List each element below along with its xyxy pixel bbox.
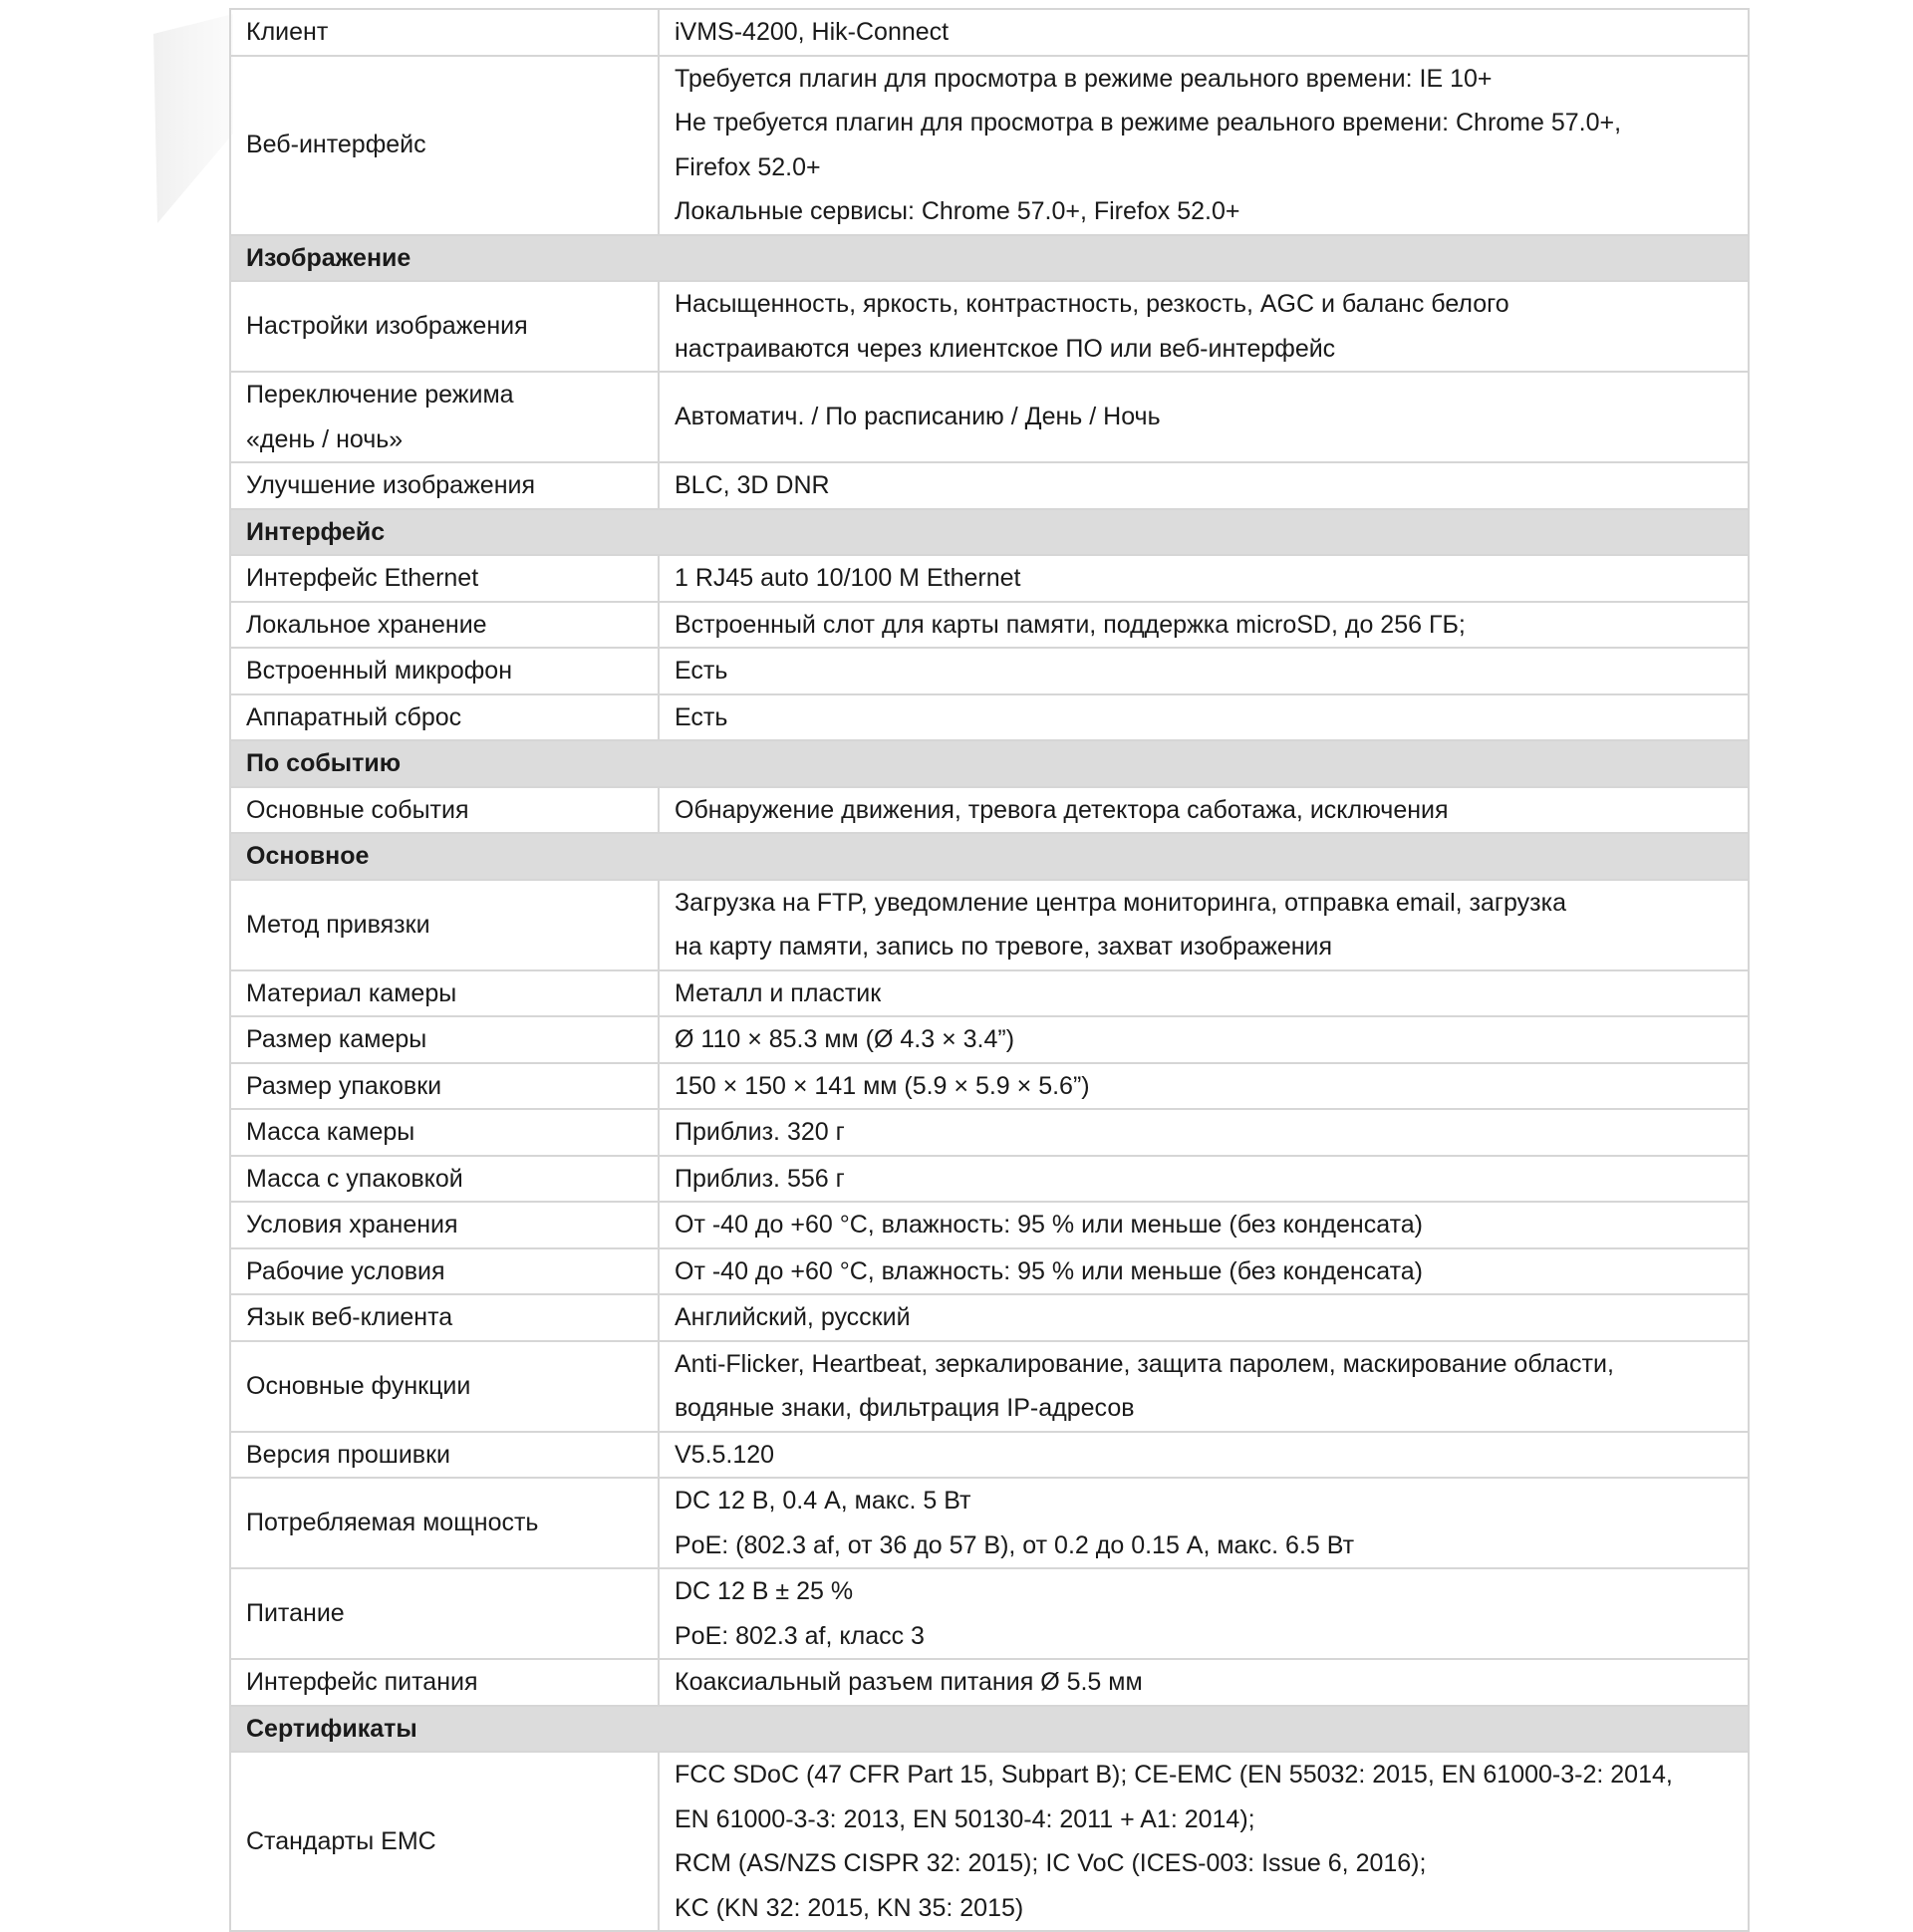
watermark-shape bbox=[149, 14, 239, 243]
param-cell bbox=[230, 1432, 659, 1479]
value-text: Есть bbox=[675, 702, 728, 731]
section-title: По событию bbox=[230, 740, 1749, 787]
spec-row bbox=[230, 970, 1749, 1017]
section-title: Сертификаты bbox=[230, 1706, 1749, 1753]
value-text: Английский, русский bbox=[675, 1303, 911, 1331]
param-cell bbox=[230, 372, 659, 462]
spec-row bbox=[230, 1432, 1749, 1479]
spec-row bbox=[230, 555, 1749, 602]
section-header-row bbox=[230, 833, 1749, 880]
value-text: Загрузка на FTP, уведомление центра мониторинга, отправка email, загрузка bbox=[675, 888, 1567, 917]
value-cell bbox=[659, 1156, 1749, 1203]
param-name: Настройки изображения bbox=[246, 312, 528, 341]
spec-row bbox=[230, 372, 1749, 462]
value-cell bbox=[659, 555, 1749, 602]
spec-row bbox=[230, 1248, 1749, 1295]
value-cell bbox=[659, 1752, 1749, 1931]
value-text: Насыщенность, яркость, контрастность, резкость, AGC и баланс белого bbox=[675, 290, 1509, 318]
section-title: Интерфейс bbox=[230, 509, 1749, 556]
spec-row bbox=[230, 56, 1749, 235]
param-name: Язык веб-клиента bbox=[246, 1303, 453, 1331]
param-name: Интерфейс Ethernet bbox=[246, 564, 479, 592]
param-cell bbox=[230, 281, 659, 372]
specification-table bbox=[229, 8, 1750, 1932]
spec-row bbox=[230, 1202, 1749, 1248]
section-header-row bbox=[230, 1706, 1749, 1753]
section-header-row bbox=[230, 740, 1749, 787]
value-text: FCC SDoC (47 CFR Part 15, Subpart B); CE-EMC (EN 55032: 2015, EN 61000-3-2: 2014, bbox=[675, 1761, 1673, 1789]
value-cell bbox=[659, 694, 1749, 741]
value-cell bbox=[659, 1202, 1749, 1248]
param-name: «день / ночь» bbox=[246, 424, 404, 453]
value-text: Автоматич. / По расписанию / День / Ночь bbox=[675, 403, 1161, 431]
value-cell bbox=[659, 1432, 1749, 1479]
spec-row bbox=[230, 281, 1749, 372]
spec-row bbox=[230, 1752, 1749, 1931]
value-cell bbox=[659, 462, 1749, 509]
value-cell bbox=[659, 1478, 1749, 1568]
value-cell bbox=[659, 281, 1749, 372]
param-cell bbox=[230, 56, 659, 235]
value-cell bbox=[659, 1063, 1749, 1110]
param-cell bbox=[230, 9, 659, 56]
value-cell bbox=[659, 602, 1749, 649]
value-text: Firefox 52.0+ bbox=[675, 152, 821, 181]
spec-row bbox=[230, 1156, 1749, 1203]
param-cell bbox=[230, 1156, 659, 1203]
param-cell bbox=[230, 555, 659, 602]
param-name: Встроенный микрофон bbox=[246, 657, 513, 685]
value-text: Приблиз. 320 г bbox=[675, 1118, 845, 1146]
value-text: Коаксиальный разъем питания Ø 5.5 мм bbox=[675, 1668, 1143, 1696]
param-cell bbox=[230, 787, 659, 834]
param-name: Метод привязки bbox=[246, 910, 430, 939]
value-cell bbox=[659, 970, 1749, 1017]
value-text: Локальные сервисы: Chrome 57.0+, Firefox 52.0+ bbox=[675, 197, 1240, 225]
param-cell bbox=[230, 694, 659, 741]
param-name: Стандарты ЕМС bbox=[246, 1826, 436, 1855]
spec-row bbox=[230, 1478, 1749, 1568]
param-cell bbox=[230, 1248, 659, 1295]
param-name: Улучшение изображения bbox=[246, 471, 536, 499]
value-text: настраиваются через клиентское ПО или веб-интерфейс bbox=[675, 334, 1336, 363]
value-cell bbox=[659, 1109, 1749, 1156]
param-cell bbox=[230, 1341, 659, 1432]
param-cell bbox=[230, 1659, 659, 1706]
param-cell bbox=[230, 1109, 659, 1156]
spec-row bbox=[230, 1568, 1749, 1659]
value-cell bbox=[659, 9, 1749, 56]
spec-row bbox=[230, 694, 1749, 741]
value-text: Ø 110 × 85.3 мм (Ø 4.3 × 3.4”) bbox=[675, 1025, 1015, 1053]
spec-row bbox=[230, 9, 1749, 56]
param-name: Материал камеры bbox=[246, 978, 457, 1007]
param-name: Размер камеры bbox=[246, 1025, 427, 1053]
param-cell bbox=[230, 1294, 659, 1341]
value-text: Anti-Flicker, Heartbeat, зеркалирование, защита паролем, маскирование области, bbox=[675, 1349, 1614, 1378]
value-text: Требуется плагин для просмотра в режиме реального времени: IE 10+ bbox=[675, 64, 1493, 93]
value-cell bbox=[659, 1248, 1749, 1295]
value-cell bbox=[659, 648, 1749, 694]
param-cell bbox=[230, 1478, 659, 1568]
value-text: От -40 до +60 °C, влажность: 95 % или меньше (без конденсата) bbox=[675, 1211, 1423, 1239]
value-text: RCM (AS/NZS CISPR 32: 2015); IC VoC (ICES-003: Issue 6, 2016); bbox=[675, 1849, 1427, 1877]
section-header-row bbox=[230, 235, 1749, 282]
param-name: Переключение режима bbox=[246, 381, 514, 409]
value-text: Металл и пластик bbox=[675, 978, 882, 1007]
param-name: Потребляемая мощность bbox=[246, 1509, 539, 1537]
spec-row bbox=[230, 602, 1749, 649]
param-cell bbox=[230, 880, 659, 970]
specification-table-body bbox=[230, 9, 1749, 1931]
param-name: Веб-интерфейс bbox=[246, 131, 426, 159]
param-cell bbox=[230, 970, 659, 1017]
value-cell bbox=[659, 1341, 1749, 1432]
value-text: Не требуется плагин для просмотра в режиме реального времени: Chrome 57.0+, bbox=[675, 109, 1622, 137]
value-text: DC 12 В ± 25 % bbox=[675, 1577, 854, 1605]
param-name: Версия прошивки bbox=[246, 1440, 450, 1469]
param-name: Питание bbox=[246, 1599, 345, 1628]
spec-row bbox=[230, 1341, 1749, 1432]
value-text: Приблиз. 556 г bbox=[675, 1164, 845, 1193]
param-name: Основные функции bbox=[246, 1371, 471, 1400]
spec-row bbox=[230, 462, 1749, 509]
section-header-row bbox=[230, 509, 1749, 556]
spec-row bbox=[230, 1109, 1749, 1156]
spec-row bbox=[230, 1016, 1749, 1063]
value-text: Встроенный слот для карты памяти, поддержка microSD, до 256 ГБ; bbox=[675, 610, 1466, 639]
param-name: Размер упаковки bbox=[246, 1071, 442, 1100]
param-cell bbox=[230, 1568, 659, 1659]
param-cell bbox=[230, 648, 659, 694]
spec-row bbox=[230, 1659, 1749, 1706]
value-text: iVMS-4200, Hik-Connect bbox=[675, 18, 950, 46]
spec-row bbox=[230, 648, 1749, 694]
spec-row bbox=[230, 1063, 1749, 1110]
param-cell bbox=[230, 1016, 659, 1063]
value-text: BLC, 3D DNR bbox=[675, 471, 830, 499]
param-name: Локальное хранение bbox=[246, 610, 487, 639]
value-text: водяные знаки, фильтрация IP-адресов bbox=[675, 1394, 1135, 1422]
param-cell bbox=[230, 1752, 659, 1931]
value-cell bbox=[659, 1659, 1749, 1706]
value-text: 150 × 150 × 141 мм (5.9 × 5.9 × 5.6”) bbox=[675, 1071, 1090, 1100]
value-text: EN 61000-3-3: 2013, EN 50130-4: 2011 + A1: 2014); bbox=[675, 1804, 1255, 1833]
value-text: От -40 до +60 °C, влажность: 95 % или меньше (без конденсата) bbox=[675, 1256, 1423, 1285]
param-name: Рабочие условия bbox=[246, 1256, 445, 1285]
section-title: Основное bbox=[230, 833, 1749, 880]
value-cell bbox=[659, 372, 1749, 462]
param-name: Основные события bbox=[246, 795, 469, 824]
value-cell bbox=[659, 1016, 1749, 1063]
value-text: KC (KN 32: 2015, KN 35: 2015) bbox=[675, 1893, 1024, 1922]
value-text: DC 12 В, 0.4 А, макс. 5 Вт bbox=[675, 1487, 971, 1515]
value-cell bbox=[659, 787, 1749, 834]
param-name: Аппаратный сброс bbox=[246, 702, 462, 731]
param-cell bbox=[230, 602, 659, 649]
param-name: Масса с упаковкой bbox=[246, 1164, 463, 1193]
value-cell bbox=[659, 56, 1749, 235]
param-cell bbox=[230, 462, 659, 509]
value-text: Обнаружение движения, тревога детектора саботажа, исключения bbox=[675, 795, 1449, 824]
param-name: Масса камеры bbox=[246, 1118, 415, 1146]
spec-row bbox=[230, 787, 1749, 834]
value-text: PoE: 802.3 af, класс 3 bbox=[675, 1621, 925, 1650]
value-text: 1 RJ45 auto 10/100 M Ethernet bbox=[675, 564, 1021, 592]
section-title: Изображение bbox=[230, 235, 1749, 282]
value-cell bbox=[659, 1294, 1749, 1341]
value-text: PoE: (802.3 af, от 36 до 57 В), от 0.2 до 0.15 А, макс. 6.5 Вт bbox=[675, 1530, 1355, 1559]
value-cell bbox=[659, 1568, 1749, 1659]
spec-row bbox=[230, 880, 1749, 970]
param-name: Условия хранения bbox=[246, 1211, 458, 1239]
spec-row bbox=[230, 1294, 1749, 1341]
value-text: на карту памяти, запись по тревоге, захват изображения bbox=[675, 933, 1333, 961]
param-cell bbox=[230, 1063, 659, 1110]
param-name: Клиент bbox=[246, 18, 329, 46]
value-text: Есть bbox=[675, 657, 728, 685]
param-name: Интерфейс питания bbox=[246, 1668, 478, 1696]
param-cell bbox=[230, 1202, 659, 1248]
value-text: V5.5.120 bbox=[675, 1440, 775, 1469]
value-cell bbox=[659, 880, 1749, 970]
